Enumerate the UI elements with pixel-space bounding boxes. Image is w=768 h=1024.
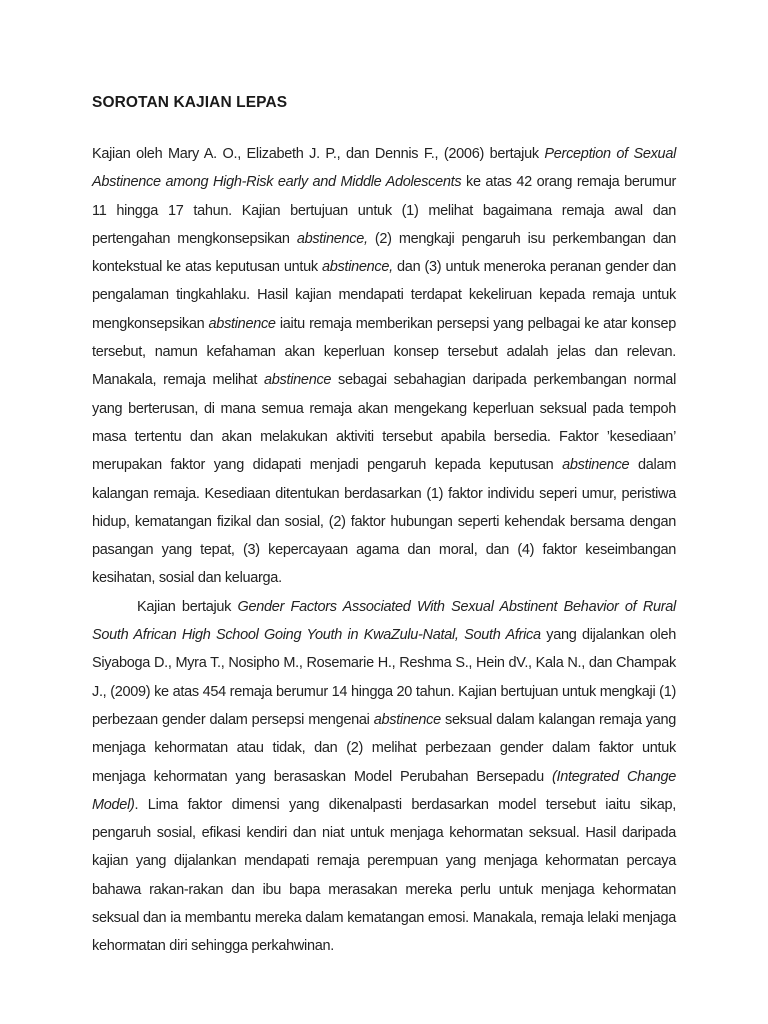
italic-term-abstinence: abstinence,	[322, 259, 393, 276]
text-run: dan (3) untuk meneroka peranan gender dan pengalaman tingkahlaku. Hasil kajian mendapati terdapat kekeliruan kepada remaja untuk mengkonsepsikan	[92, 259, 676, 332]
paragraph-literature-review-1	[92, 140, 676, 593]
italic-study-title: Perception of Sexual Abstinence among High-Risk early and Middle Adolescents	[92, 146, 677, 191]
text-run: seksual dalam kalangan remaja yang menjaga kehormatan atau tidak, dan (2) melihat perbezaan gender dalam faktor untuk menjaga kehormatan yang berasaskan Model Perubahan Bersepadu	[92, 711, 676, 785]
text-run: Kajian bertajuk	[137, 598, 238, 615]
text-run: ke atas 42 orang remaja berumur 11 hingga 17 tahun. Kajian bertujuan untuk (1) melihat bagaimana remaja awal dan pertengahan mengkonsepsikan	[92, 174, 676, 247]
italic-term-abstinence: abstinence	[264, 372, 332, 389]
text-run: Kajian oleh Mary A. O., Elizabeth J. P., dan Dennis F., (2006) bertajuk	[92, 146, 545, 162]
italic-term-abstinence: abstinence	[373, 711, 441, 728]
italic-term-abstinence: abstinence,	[296, 230, 368, 247]
text-run: sebagai sebahagian daripada perkembangan normal yang berterusan, di mana semua remaja akan mengekang keperluan seksual pada tempoh masa tertentu dan akan melakukan aktiviti tersebut apabila bersedia. Faktor ’kesediaan’ merupakan faktor yang didapati menjadi pengaruh kepada keputusan	[92, 372, 676, 474]
text-run: yang dijalankan oleh Siyaboga D., Myra T., Nosipho M., Rosemarie H., Reshma S., Hein dV., Kala N., dan Champak J., (2009) ke atas 454 remaja berumur 14 hingga 20 tahun. Kajian bertujuan untuk mengkaji (1) perbezaan gender dalam persepsi mengenai	[92, 627, 676, 728]
text-run: . Lima faktor dimensi yang dikenalpasti berdasarkan model tersebut iaitu sikap, pengaruh sosial, efikasi kendiri dan niat untuk menjaga kehormatan seksual. Hasil daripada kajian yang dijalankan mendapati remaja perempuan yang menjaga kehormatan percaya bahawa rakan-rakan dan ibu bapa merasakan mereka perlu untuk menjaga kehormatan seksual dan ia membantu mereka dalam kematangan emosi. Manakala, remaja lelaki menjaga kehormatan diri sehingga perkahwinan.	[92, 796, 676, 955]
italic-term-abstinence: abstinence	[208, 315, 276, 332]
italic-term-abstinence: abstinence	[562, 457, 630, 474]
text-run: dalam kalangan remaja. Kesediaan ditentukan berdasarkan (1) faktor individu seperi umur, peristiwa hidup, kematangan fizikal dan sosial, (2) faktor hubungan seperti kehendak bersama dengan pasangan yang tepat, (3) kepercayaan agama dan moral, dan (4) faktor keseimbangan kesihatan, sosial dan keluarga.	[92, 457, 676, 587]
text-run: iaitu remaja memberikan persepsi yang pelbagai ke atar konsep tersebut, namun kefahaman akan keperluan konsep tersebut adalah jelas dan relevan. Manakala, remaja melihat	[92, 315, 677, 389]
text-run: (2) mengkaji pengaruh isu perkembangan dan kontekstual ke atas keputusan untuk	[92, 230, 676, 276]
paragraph-literature-review-2	[92, 593, 676, 961]
italic-study-title: Gender Factors Associated With Sexual Abstinent Behavior of Rural South African High School Going Youth in KwaZulu-Natal, South Africa	[92, 598, 676, 644]
italic-term-integrated-change-model: (Integrated Change Model)	[92, 768, 677, 813]
page-content	[92, 95, 676, 961]
section-heading: SOROTAN KAJIAN LEPAS	[92, 94, 288, 111]
